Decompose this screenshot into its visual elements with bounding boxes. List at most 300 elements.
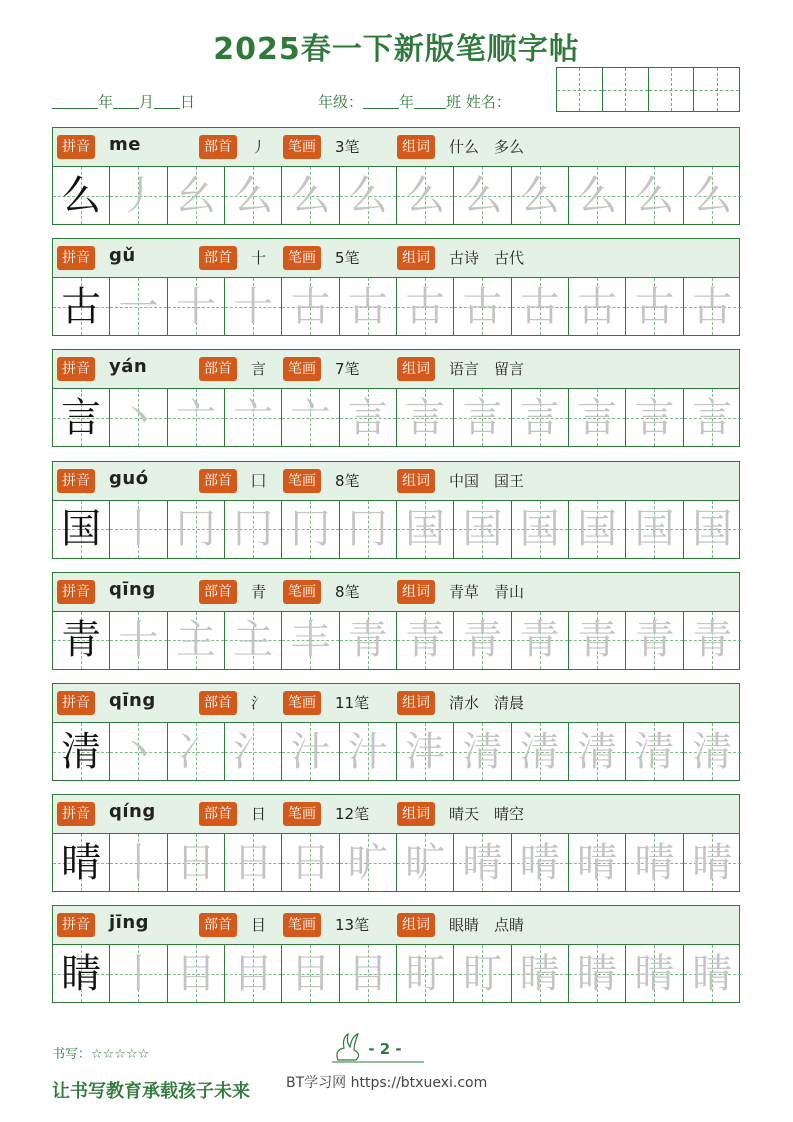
character-block — [52, 461, 740, 559]
radical-value: 青 — [251, 582, 267, 601]
trace-cell[interactable] — [282, 278, 339, 335]
stroke-order-character: 古 — [577, 283, 618, 330]
words-value: 青草 青山 — [449, 582, 525, 601]
character-block — [52, 572, 740, 670]
trace-cell[interactable] — [168, 501, 225, 558]
trace-cell[interactable] — [569, 834, 626, 891]
name-cell[interactable] — [603, 68, 649, 111]
stroke-order-character: 古 — [519, 283, 560, 330]
stroke-order-character: 氵 — [233, 728, 274, 775]
trace-cell[interactable] — [626, 278, 683, 335]
strokes-value: 7笔 — [335, 360, 360, 379]
stroke-order-character: 盯 — [405, 950, 446, 997]
stroke-order-character: 睛 — [634, 950, 675, 997]
info-bar — [53, 684, 739, 723]
stroke-order-character: 主 — [233, 617, 274, 664]
trace-cell[interactable] — [110, 834, 167, 891]
stroke-order-character: 丿 — [118, 172, 159, 219]
info-bar — [53, 795, 739, 834]
strokes-tag: 笔画 — [283, 357, 321, 381]
stroke-order-character: 晴 — [634, 839, 675, 886]
stroke-order-character: 亠 — [233, 394, 274, 441]
trace-cell[interactable] — [626, 723, 683, 780]
trace-cell[interactable] — [684, 723, 741, 780]
trace-cell[interactable] — [512, 834, 569, 891]
stroke-order-character: 国 — [634, 506, 675, 553]
words-value: 清水 清晨 — [449, 694, 525, 712]
words-tag: 组词 — [397, 469, 435, 493]
trace-cell[interactable] — [454, 501, 511, 558]
stroke-order-character: 国 — [692, 506, 733, 553]
day-blank[interactable] — [154, 94, 180, 109]
strokes-tag: 笔画 — [283, 913, 321, 937]
stroke-order-character: 丨 — [118, 950, 159, 997]
trace-cell[interactable] — [454, 278, 511, 335]
stroke-order-character: 言 — [347, 394, 388, 441]
pinyin-value: yán — [109, 356, 148, 378]
trace-cell[interactable] — [225, 945, 282, 1002]
trace-cell[interactable] — [569, 501, 626, 558]
stroke-order-character: 目 — [347, 950, 388, 997]
trace-cell[interactable] — [512, 945, 569, 1002]
radical-tag: 部首 — [199, 580, 237, 604]
name-cell[interactable] — [557, 68, 603, 111]
name-writing-grid[interactable] — [556, 67, 740, 112]
stroke-order-character: 青 — [577, 617, 618, 664]
writing-row — [53, 167, 739, 224]
stroke-order-character: 古 — [347, 283, 388, 330]
trace-cell[interactable] — [397, 612, 454, 669]
stroke-order-character: 言 — [577, 394, 618, 441]
trace-cell[interactable] — [397, 945, 454, 1002]
trace-cell[interactable] — [110, 501, 167, 558]
pinyin-value: jīng — [109, 912, 150, 934]
trace-cell[interactable] — [397, 723, 454, 780]
stroke-order-character: 日 — [233, 839, 274, 886]
trace-cell[interactable] — [454, 167, 511, 224]
stroke-order-character: 目 — [290, 950, 331, 997]
strokes-tag: 笔画 — [283, 135, 321, 159]
stroke-order-character: 十 — [118, 617, 159, 664]
trace-cell[interactable] — [684, 834, 741, 891]
words-tag: 组词 — [397, 246, 435, 270]
radical-tag: 部首 — [199, 691, 237, 715]
character-block — [52, 349, 740, 447]
trace-cell[interactable] — [454, 723, 511, 780]
info-bar — [53, 906, 739, 945]
pinyin-tag: 拼音 — [57, 802, 95, 826]
model-character-cell — [53, 167, 110, 224]
stroke-order-character: 言 — [634, 394, 675, 441]
stroke-order-character: 十 — [233, 283, 274, 330]
writing-row — [53, 612, 739, 669]
pinyin-tag: 拼音 — [57, 691, 95, 715]
trace-cell[interactable] — [340, 278, 397, 335]
stroke-order-character: 冂 — [347, 506, 388, 553]
strokes-tag: 笔画 — [283, 802, 321, 826]
radical-tag: 部首 — [199, 135, 237, 159]
words-value: 什么 多么 — [449, 138, 525, 156]
trace-cell[interactable] — [626, 834, 683, 891]
trace-cell[interactable] — [512, 612, 569, 669]
name-cell[interactable] — [694, 68, 739, 111]
model-character-cell — [53, 723, 110, 780]
trace-cell[interactable] — [397, 501, 454, 558]
stroke-order-character: 旷 — [405, 839, 446, 886]
stroke-order-character: 言 — [519, 394, 560, 441]
stroke-order-character: 旷 — [347, 839, 388, 886]
trace-cell[interactable] — [282, 167, 339, 224]
stroke-order-character: 沣 — [405, 728, 446, 775]
trace-cell[interactable] — [282, 501, 339, 558]
trace-cell[interactable] — [168, 945, 225, 1002]
radical-tag: 部首 — [199, 802, 237, 826]
pinyin-tag: 拼音 — [57, 580, 95, 604]
day-label: 日 — [180, 93, 196, 111]
stroke-order-character: 晴 — [577, 839, 618, 886]
stroke-order-character: 一 — [118, 283, 159, 330]
rating-stars: 书写：☆☆☆☆☆ — [52, 1047, 150, 1062]
writing-row — [53, 278, 739, 335]
trace-cell[interactable] — [225, 834, 282, 891]
stroke-order-character: 日 — [290, 839, 331, 886]
stroke-order-character: 汁 — [347, 728, 388, 775]
strokes-tag: 笔画 — [283, 580, 321, 604]
stroke-order-character: 晴 — [519, 839, 560, 886]
trace-cell[interactable] — [340, 501, 397, 558]
character-block — [52, 794, 740, 892]
words-value: 眼睛 点睛 — [449, 916, 525, 935]
model-character-cell — [53, 945, 110, 1002]
stroke-order-character: 么 — [347, 172, 388, 219]
stroke-order-character: 冂 — [175, 506, 216, 553]
trace-cell[interactable] — [569, 389, 626, 446]
pinyin-tag: 拼音 — [57, 246, 95, 270]
trace-cell[interactable] — [397, 278, 454, 335]
page-title: 2025春一下新版笔顺字帖 — [213, 32, 580, 67]
model-character: 言 — [61, 394, 102, 441]
stroke-order-character: 丨 — [118, 839, 159, 886]
trace-cell[interactable] — [340, 834, 397, 891]
trace-cell[interactable] — [225, 612, 282, 669]
stroke-order-character: 国 — [519, 506, 560, 553]
model-character-cell — [53, 612, 110, 669]
words-value: 晴天 晴空 — [449, 805, 525, 824]
strokes-value: 12笔 — [335, 805, 370, 824]
trace-cell[interactable] — [626, 945, 683, 1002]
stroke-order-character: 睛 — [692, 950, 733, 997]
trace-cell[interactable] — [110, 278, 167, 335]
stroke-order-character: 十 — [175, 283, 216, 330]
trace-cell[interactable] — [340, 167, 397, 224]
stroke-order-character: 么 — [290, 172, 331, 219]
date-line — [52, 91, 195, 112]
trace-cell[interactable] — [626, 167, 683, 224]
radical-value: 囗 — [251, 471, 267, 490]
stroke-order-character: 青 — [634, 617, 675, 664]
trace-cell[interactable] — [168, 278, 225, 335]
trace-cell[interactable] — [225, 501, 282, 558]
stroke-order-character: 国 — [462, 506, 503, 553]
stroke-order-character: 么 — [233, 172, 274, 219]
class-label: 班 — [446, 93, 462, 111]
trace-cell[interactable] — [684, 389, 741, 446]
character-block — [52, 127, 740, 225]
stroke-order-character: 目 — [175, 950, 216, 997]
stroke-order-character: 古 — [290, 283, 331, 330]
trace-cell[interactable] — [110, 612, 167, 669]
year-blank[interactable] — [52, 94, 98, 109]
trace-cell[interactable] — [684, 501, 741, 558]
trace-cell[interactable] — [282, 945, 339, 1002]
grade-label: 年级： — [318, 93, 364, 111]
strokes-tag: 笔画 — [283, 691, 321, 715]
pinyin-value: qīng — [109, 690, 156, 711]
stroke-order-character: 么 — [577, 172, 618, 219]
trace-cell[interactable] — [282, 612, 339, 669]
radical-value: 丿 — [251, 138, 267, 156]
trace-cell[interactable] — [282, 723, 339, 780]
trace-cell[interactable] — [626, 612, 683, 669]
writing-row — [53, 501, 739, 558]
model-character-cell — [53, 389, 110, 446]
words-tag: 组词 — [397, 357, 435, 381]
strokes-value: 11笔 — [335, 694, 370, 712]
trace-cell[interactable] — [397, 167, 454, 224]
words-tag: 组词 — [397, 691, 435, 715]
pinyin-tag: 拼音 — [57, 469, 95, 493]
trace-cell[interactable] — [397, 834, 454, 891]
stroke-order-character: 亠 — [175, 394, 216, 441]
stroke-order-character: 古 — [634, 283, 675, 330]
trace-cell[interactable] — [454, 389, 511, 446]
strokes-value: 8笔 — [335, 582, 360, 601]
strokes-value: 5笔 — [335, 249, 360, 268]
trace-cell[interactable] — [454, 834, 511, 891]
model-character-cell — [53, 834, 110, 891]
words-tag: 组词 — [397, 135, 435, 159]
trace-cell[interactable] — [225, 389, 282, 446]
trace-cell[interactable] — [626, 389, 683, 446]
pinyin-tag: 拼音 — [57, 357, 95, 381]
stroke-order-character: 幺 — [175, 172, 216, 219]
trace-cell[interactable] — [168, 723, 225, 780]
trace-cell[interactable] — [110, 167, 167, 224]
name-cell[interactable] — [649, 68, 695, 111]
trace-cell[interactable] — [569, 278, 626, 335]
model-character: 晴 — [61, 839, 102, 886]
trace-cell[interactable] — [512, 723, 569, 780]
trace-cell[interactable] — [340, 612, 397, 669]
stroke-order-character: 清 — [519, 728, 560, 775]
strokes-value: 3笔 — [335, 138, 360, 156]
grade-blank[interactable] — [363, 94, 399, 109]
stroke-order-character: 主 — [175, 617, 216, 664]
stroke-order-character: 日 — [175, 839, 216, 886]
stroke-order-character: 丶 — [118, 394, 159, 441]
model-character: 清 — [61, 728, 102, 775]
stroke-order-character: 国 — [577, 506, 618, 553]
radical-tag: 部首 — [199, 357, 237, 381]
trace-cell[interactable] — [340, 945, 397, 1002]
slogan: 让书写教育承载孩子未来 — [52, 1081, 250, 1102]
stroke-order-character: 丰 — [290, 617, 331, 664]
info-bar — [53, 573, 739, 612]
radical-tag: 部首 — [199, 913, 237, 937]
words-tag: 组词 — [397, 913, 435, 937]
trace-cell[interactable] — [684, 167, 741, 224]
month-label: 月 — [139, 93, 155, 111]
trace-cell[interactable] — [569, 612, 626, 669]
trace-cell[interactable] — [397, 389, 454, 446]
trace-cell[interactable] — [340, 723, 397, 780]
character-block — [52, 683, 740, 781]
stroke-order-character: 么 — [405, 172, 446, 219]
pinyin-value: qíng — [109, 801, 156, 823]
words-value: 中国 国王 — [449, 471, 525, 490]
words-tag: 组词 — [397, 802, 435, 826]
trace-cell[interactable] — [282, 834, 339, 891]
strokes-tag: 笔画 — [283, 469, 321, 493]
stroke-order-character: 清 — [692, 728, 733, 775]
stroke-order-character: 言 — [692, 394, 733, 441]
stroke-order-character: 晴 — [692, 839, 733, 886]
words-value: 语言 留言 — [449, 360, 525, 379]
strokes-tag: 笔画 — [283, 246, 321, 270]
pinyin-value: me — [109, 134, 141, 155]
model-character-cell — [53, 278, 110, 335]
info-bar — [53, 350, 739, 389]
stroke-order-character: 清 — [577, 728, 618, 775]
strokes-value: 8笔 — [335, 471, 360, 490]
stroke-order-character: 青 — [692, 617, 733, 664]
stroke-order-character: 亠 — [290, 394, 331, 441]
stroke-order-character: 青 — [519, 617, 560, 664]
site-link[interactable]: BT学习网 https://btxuexi.com — [286, 1075, 488, 1091]
stroke-order-character: 青 — [462, 617, 503, 664]
class-blank[interactable] — [414, 94, 446, 109]
month-blank[interactable] — [113, 94, 139, 109]
trace-cell[interactable] — [454, 612, 511, 669]
radical-value: 言 — [251, 360, 267, 379]
strokes-value: 13笔 — [335, 916, 370, 935]
stroke-order-character: 丨 — [118, 506, 159, 553]
trace-cell[interactable] — [684, 612, 741, 669]
trace-cell[interactable] — [626, 501, 683, 558]
stroke-order-character: 言 — [405, 394, 446, 441]
stroke-order-character: 晴 — [462, 839, 503, 886]
radical-tag: 部首 — [199, 246, 237, 270]
radical-value: 目 — [251, 916, 267, 935]
trace-cell[interactable] — [110, 945, 167, 1002]
trace-cell[interactable] — [340, 389, 397, 446]
stroke-order-character: 冂 — [290, 506, 331, 553]
stroke-order-character: 国 — [405, 506, 446, 553]
info-bar — [53, 239, 739, 278]
model-character: 国 — [61, 506, 102, 553]
stroke-order-character: 么 — [692, 172, 733, 219]
pinyin-tag: 拼音 — [57, 135, 95, 159]
stroke-order-character: 冫 — [175, 728, 216, 775]
year-label: 年 — [98, 93, 114, 111]
trace-cell[interactable] — [512, 278, 569, 335]
info-bar — [53, 462, 739, 501]
stroke-order-character: 目 — [233, 950, 274, 997]
trace-cell[interactable] — [168, 612, 225, 669]
trace-cell[interactable] — [225, 167, 282, 224]
grade-year-label: 年 — [399, 93, 415, 111]
pinyin-value: qīng — [109, 578, 156, 600]
trace-cell[interactable] — [512, 389, 569, 446]
stroke-order-character: 睛 — [519, 950, 560, 997]
trace-cell[interactable] — [684, 945, 741, 1002]
character-block — [52, 905, 740, 1003]
trace-cell[interactable] — [168, 389, 225, 446]
stroke-order-character: 古 — [692, 283, 733, 330]
stroke-order-character: 青 — [405, 617, 446, 664]
stroke-order-character: 盯 — [462, 950, 503, 997]
trace-cell[interactable] — [225, 278, 282, 335]
page-number: - 2 - — [368, 1040, 402, 1058]
trace-cell[interactable] — [225, 723, 282, 780]
trace-cell[interactable] — [569, 167, 626, 224]
words-value: 古诗 古代 — [449, 249, 525, 268]
stroke-order-character: 冂 — [233, 506, 274, 553]
radical-value: 氵 — [251, 694, 267, 712]
trace-cell[interactable] — [110, 389, 167, 446]
pinyin-value: gǔ — [109, 245, 136, 267]
pinyin-value: guó — [109, 467, 149, 489]
radical-value: 十 — [251, 249, 267, 268]
stroke-order-character: 汁 — [290, 728, 331, 775]
stroke-order-character: 么 — [634, 172, 675, 219]
stroke-order-character: 丶 — [118, 728, 159, 775]
trace-cell[interactable] — [512, 167, 569, 224]
stroke-order-character: 清 — [462, 728, 503, 775]
trace-cell[interactable] — [569, 723, 626, 780]
trace-cell[interactable] — [282, 389, 339, 446]
writing-row — [53, 834, 739, 891]
trace-cell[interactable] — [110, 723, 167, 780]
writing-row — [53, 389, 739, 446]
model-character: 古 — [61, 283, 102, 330]
trace-cell[interactable] — [684, 278, 741, 335]
stroke-order-character: 么 — [462, 172, 503, 219]
info-bar — [53, 128, 739, 167]
character-block — [52, 238, 740, 336]
name-label: 姓名： — [465, 93, 511, 111]
stroke-order-character: 古 — [405, 283, 446, 330]
trace-cell[interactable] — [168, 834, 225, 891]
pinyin-tag: 拼音 — [57, 913, 95, 937]
trace-cell[interactable] — [454, 945, 511, 1002]
model-character-cell — [53, 501, 110, 558]
words-tag: 组词 — [397, 580, 435, 604]
trace-cell[interactable] — [512, 501, 569, 558]
model-character: 睛 — [61, 950, 102, 997]
stroke-order-character: 么 — [519, 172, 560, 219]
stroke-order-character: 古 — [462, 283, 503, 330]
trace-cell[interactable] — [168, 167, 225, 224]
trace-cell[interactable] — [569, 945, 626, 1002]
grade-line — [318, 91, 511, 112]
stroke-order-character: 言 — [462, 394, 503, 441]
writing-row — [53, 723, 739, 780]
radical-tag: 部首 — [199, 469, 237, 493]
model-character: 么 — [61, 172, 102, 219]
stroke-order-character: 青 — [347, 617, 388, 664]
model-character: 青 — [61, 617, 102, 664]
